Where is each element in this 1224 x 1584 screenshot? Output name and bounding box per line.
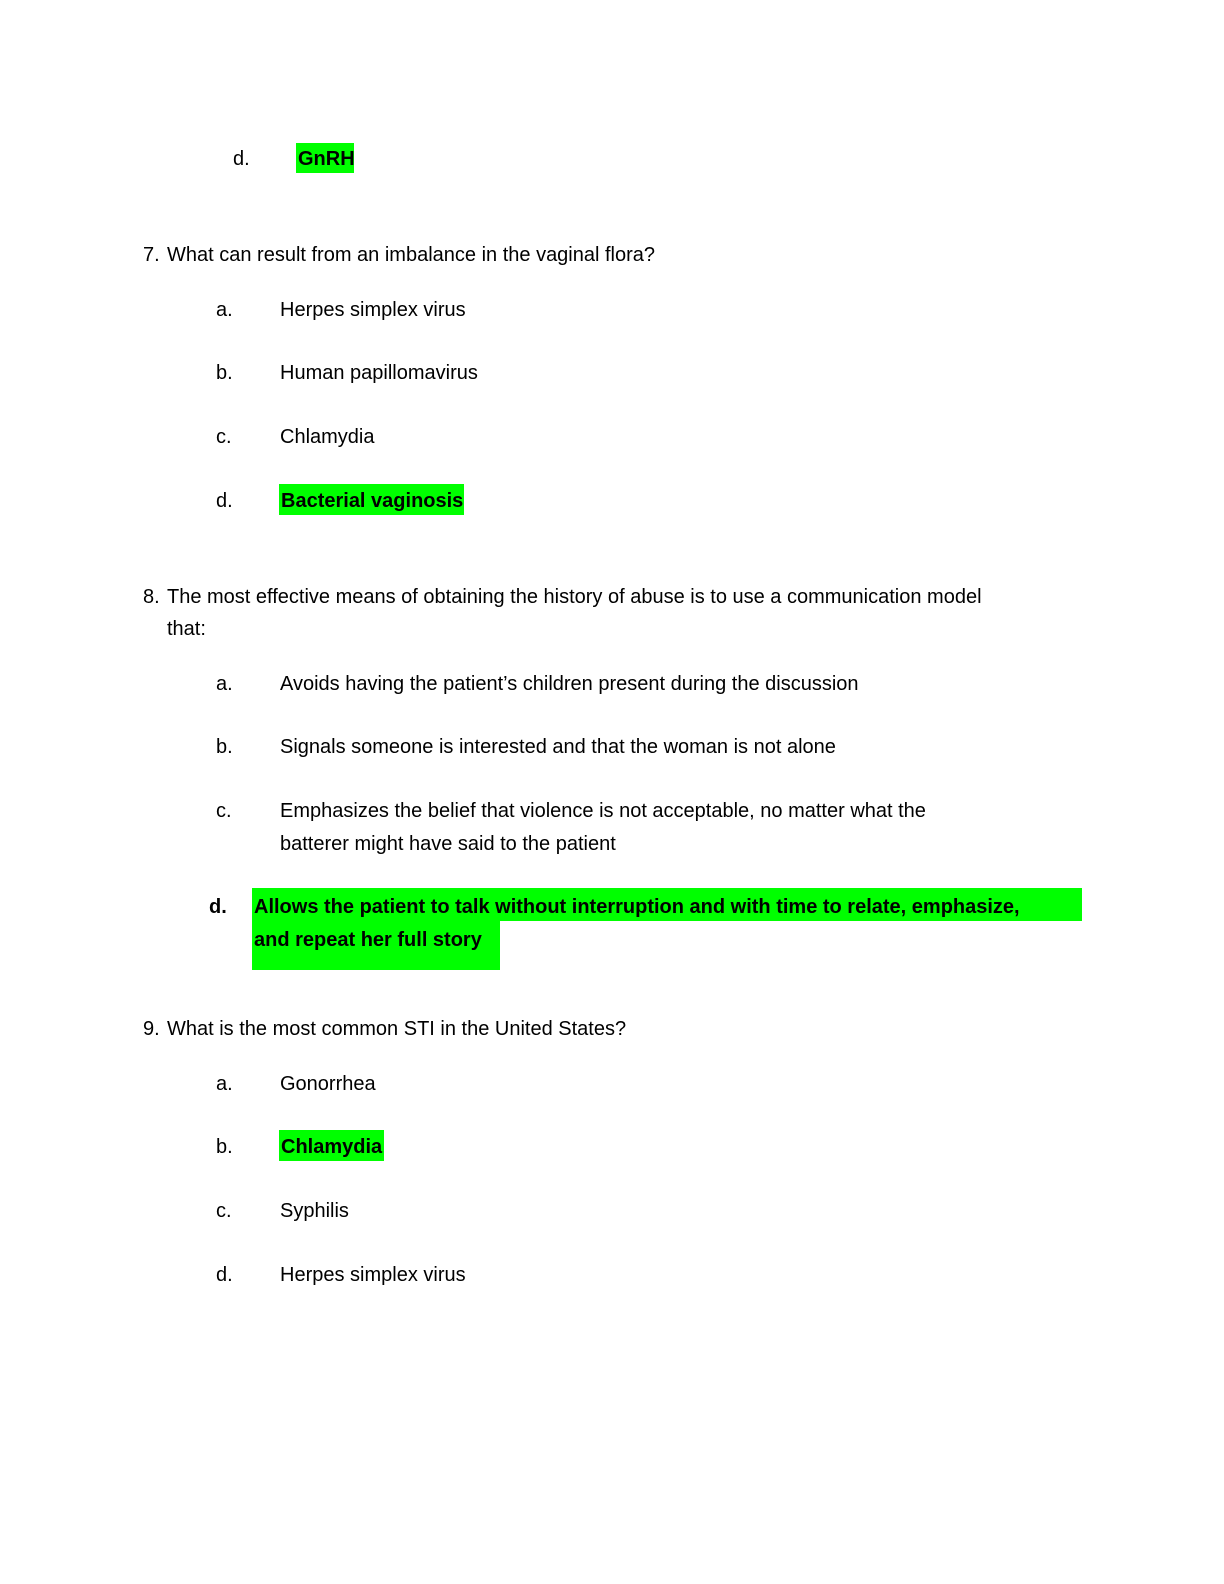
question-stem: The most effective means of obtaining the history of abuse is to use a communication model — [167, 586, 982, 608]
option-letter: b. — [216, 362, 233, 384]
option-letter: d. — [209, 896, 227, 918]
option-letter: b. — [216, 736, 233, 758]
question-stem: What can result from an imbalance in the vaginal flora? — [167, 244, 656, 266]
option-text: Signals someone is interested and that the woman is not alone — [280, 736, 836, 758]
question-number: 9. — [143, 1018, 160, 1040]
question-9 — [143, 1013, 1073, 1045]
question-stem: What is the most common STI in the United States? — [167, 1018, 627, 1040]
option-text: Human papillomavirus — [280, 362, 478, 384]
option-letter: c. — [216, 426, 232, 448]
option-letter: d. — [216, 490, 233, 512]
option-text: Gonorrhea — [280, 1073, 376, 1095]
option-text: Syphilis — [280, 1200, 349, 1222]
question-number: 8. — [143, 586, 160, 608]
question-7 — [143, 239, 1073, 271]
option-letter: d. — [233, 148, 250, 170]
correct-answer-text: Chlamydia — [281, 1136, 383, 1158]
option-text: Emphasizes the belief that violence is not acceptable, no matter what the — [280, 800, 926, 822]
question-8 — [143, 581, 1073, 645]
question-stem-continued: that: — [167, 618, 206, 640]
correct-answer-text: GnRH — [298, 148, 355, 170]
option-text: Avoids having the patient’s children present during the discussion — [280, 673, 859, 695]
option-text: Chlamydia — [280, 426, 375, 448]
option-letter: b. — [216, 1136, 233, 1158]
question-number: 7. — [143, 244, 160, 266]
correct-answer-text: Allows the patient to talk without interruption and with time to relate, emphasize, — [254, 896, 1020, 918]
option-text-continued: batterer might have said to the patient — [280, 833, 616, 855]
option-letter: c. — [216, 1200, 232, 1222]
correct-answer-text: Bacterial vaginosis — [281, 490, 464, 512]
option-text: Herpes simplex virus — [280, 299, 466, 321]
option-letter: a. — [216, 299, 233, 321]
option-letter: c. — [216, 800, 232, 822]
option-letter: a. — [216, 673, 233, 695]
option-letter: d. — [216, 1264, 233, 1286]
correct-answer-text-continued: and repeat her full story — [254, 929, 482, 951]
option-letter: a. — [216, 1073, 233, 1095]
option-text: Herpes simplex virus — [280, 1264, 466, 1286]
